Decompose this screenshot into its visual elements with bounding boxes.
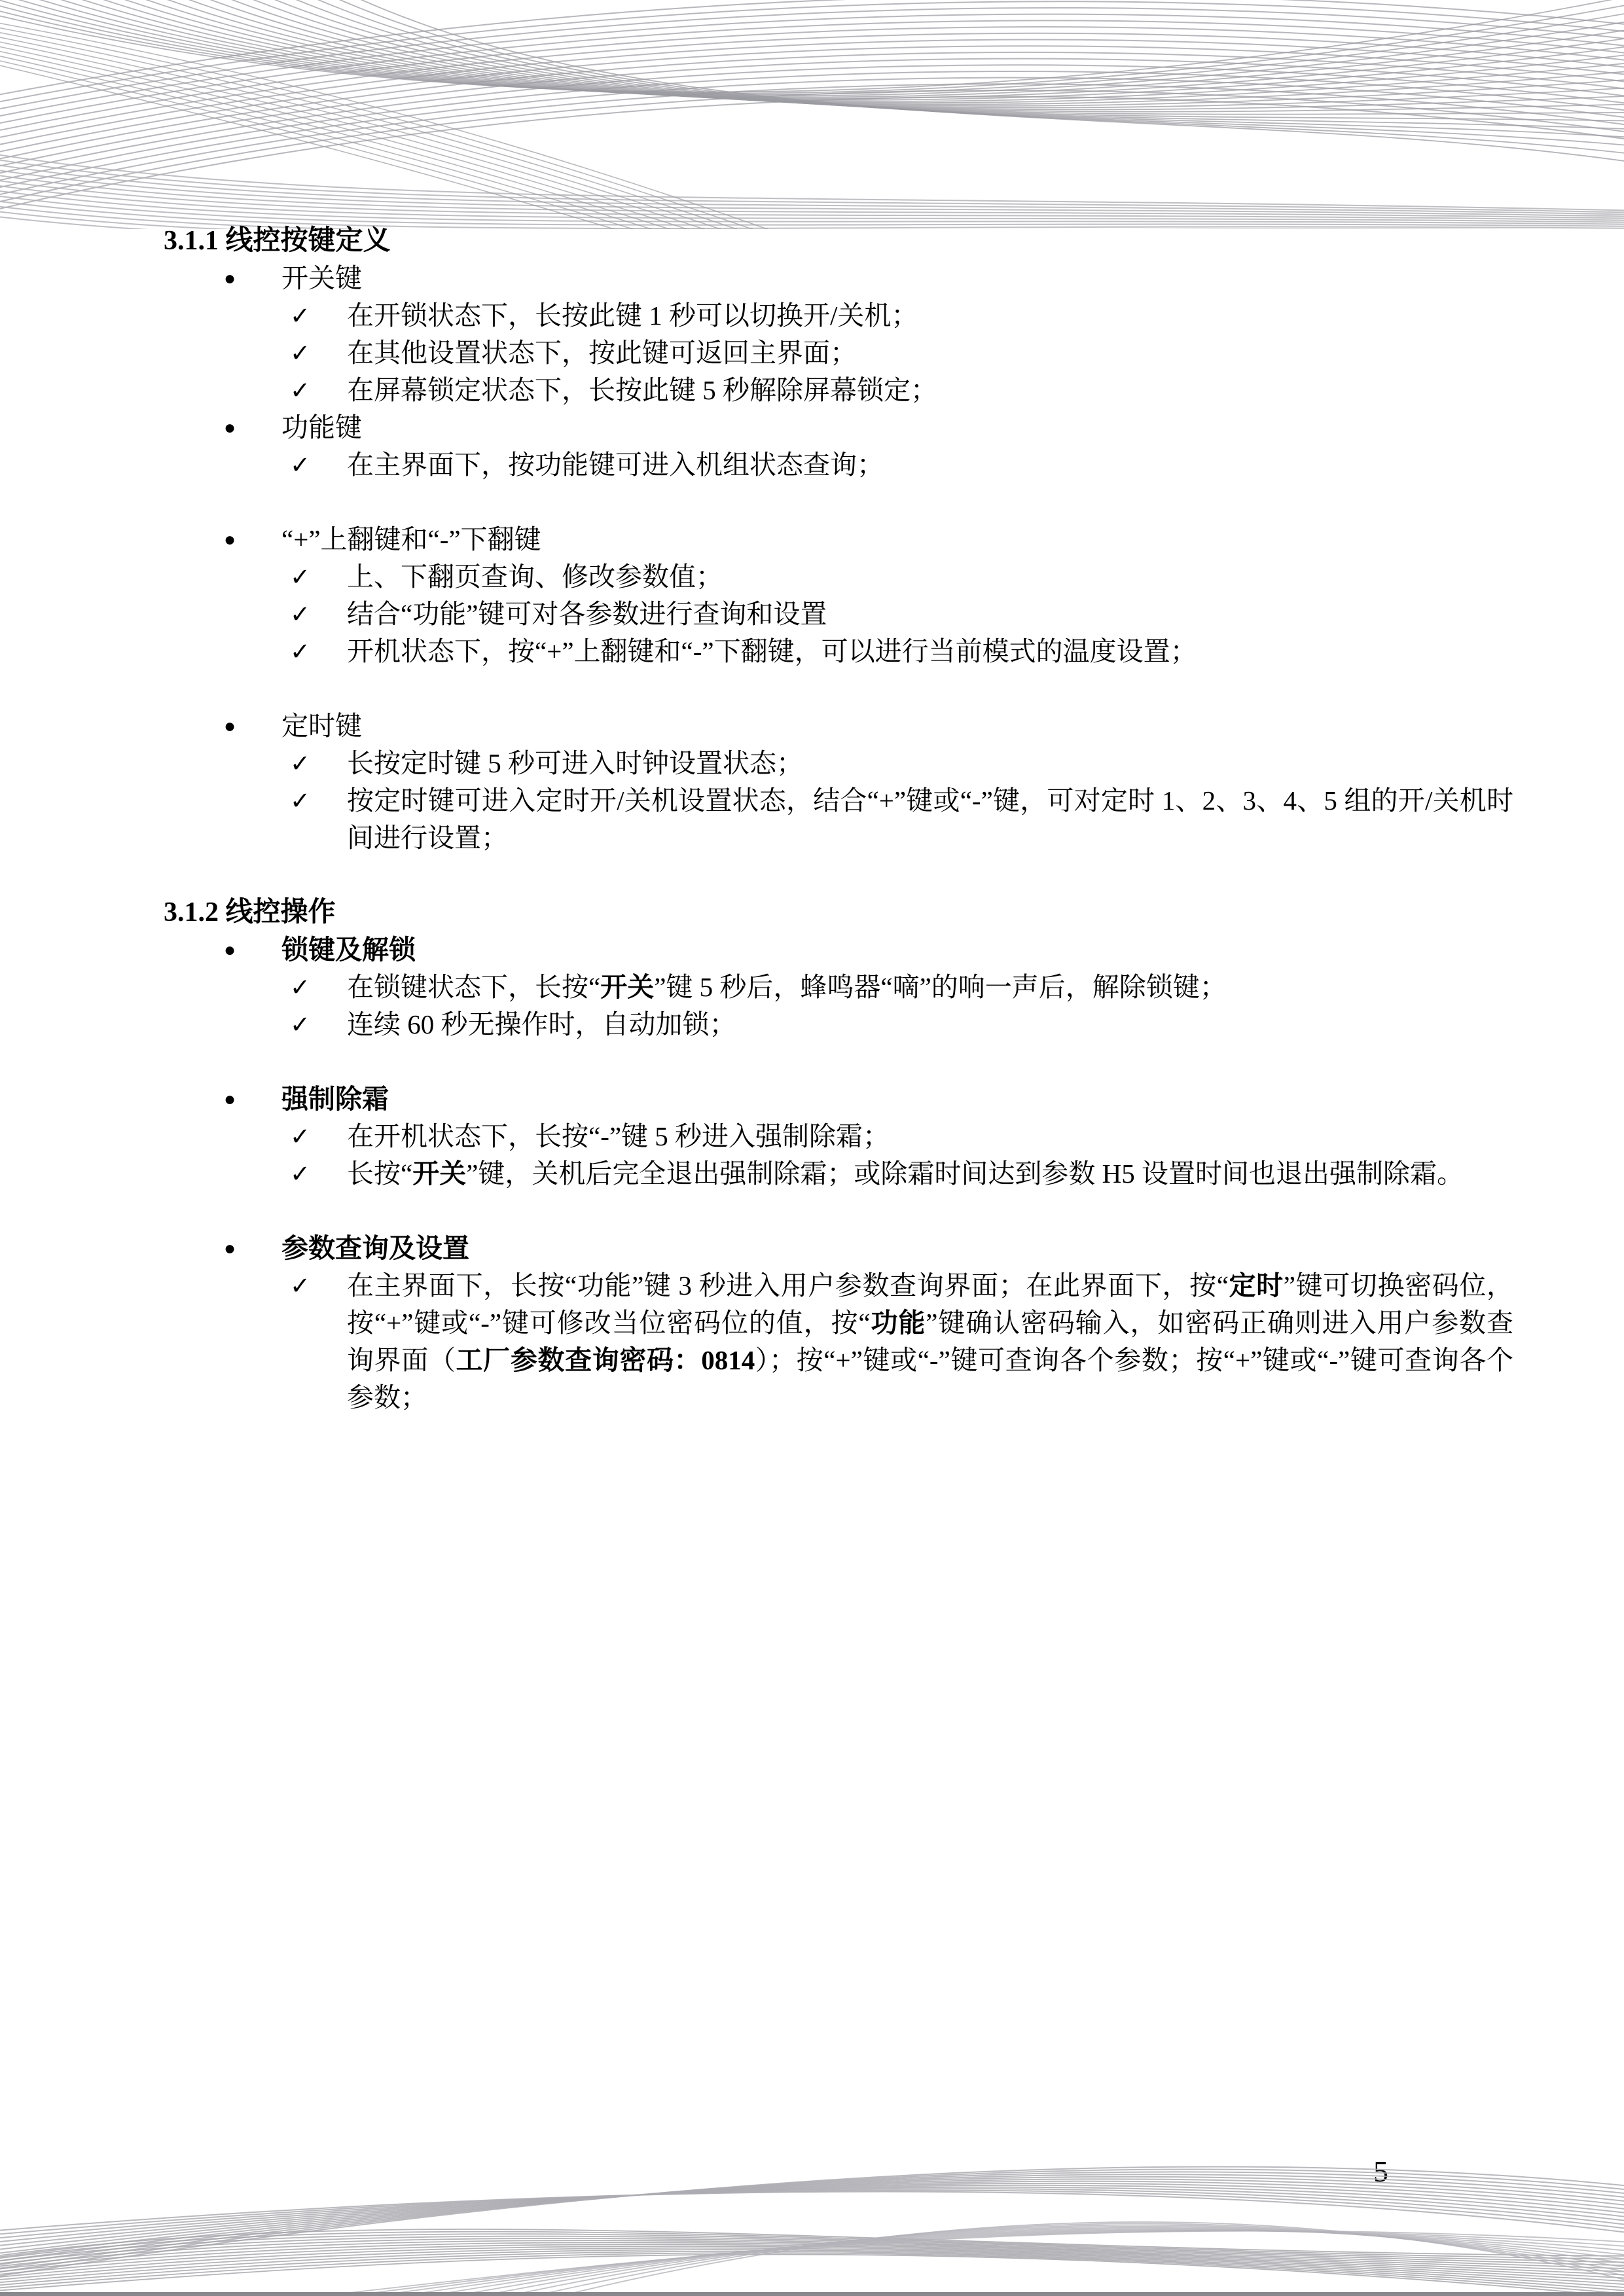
checkmark-icon: ✓ [290,973,311,1001]
list-subitem-text: 在锁键状态下，长按“开关”键 5 秒后，蜂鸣器“嘀”的响一声后，解除锁键； [347,972,1227,1002]
list-subitem-text: 按定时键可进入定时开/关机设置状态，结合“+”键或“-”键，可对定时 1、2、3、4、5 组的开/关机时间进行设置； [347,785,1513,853]
checkmark-icon: ✓ [290,451,311,479]
list-item-label: 强制除霜 [281,1084,389,1114]
list-subitem [164,558,1513,596]
list-item-label: 参数查询及设置 [281,1233,469,1263]
blank-line [164,670,1513,708]
checkmark-icon: ✓ [290,1160,311,1188]
list-subitem-text: 结合“功能”键可对各参数进行查询和设置 [347,599,827,629]
blank-line [164,857,1513,894]
checkmark-icon: ✓ [290,637,311,666]
list-item-label: 锁键及解锁 [281,935,416,965]
list-item [164,931,1513,969]
bullet-icon: ● [224,715,236,737]
list-subitem-text: 在主界面下，按功能键可进入机组状态查询； [347,450,884,480]
list-subitem-text: 长按定时键 5 秒可进入时钟设置状态； [347,748,803,778]
checkmark-icon: ✓ [290,1011,311,1039]
list-subitem-text: 在开机状态下，长按“-”键 5 秒进入强制除霜； [347,1121,890,1151]
list-subitem-text: 上、下翻页查询、修改参数值； [347,562,723,592]
list-subitem-text: 长按“开关”键，关机后完全退出强制除霜；或除霜时间达到参数 H5 设置时间也退出强制除霜。 [347,1158,1464,1189]
list-subitem [164,446,1513,484]
list-subitem-text: 开机状态下，按“+”上翻键和“-”下翻键，可以进行当前模式的温度设置； [347,636,1197,666]
page-content [164,223,1513,1416]
blank-line [164,1043,1513,1081]
list-subitem [164,1155,1513,1193]
checkmark-icon: ✓ [290,563,311,591]
list-subitem [164,633,1513,670]
checkmark-icon: ✓ [290,376,311,404]
bottom-wave-decoration [0,2151,1624,2292]
bullet-icon: ● [224,1238,236,1259]
page-number: 5 [1373,2155,1388,2188]
list-subitem-text: 在屏幕锁定状态下，长按此键 5 秒解除屏幕锁定； [347,375,937,405]
list-item [164,260,1513,297]
list-item-label: “+”上翻键和“-”下翻键 [281,524,541,554]
list-subitem [164,745,1513,782]
checkmark-icon: ✓ [290,749,311,778]
checkmark-icon: ✓ [290,787,311,815]
bullet-icon: ● [224,1088,236,1110]
list-item [164,708,1513,745]
list-subitem-text: 在其他设置状态下，按此键可返回主界面； [347,338,857,368]
list-item-label: 开关键 [281,263,362,293]
list-subitem [164,334,1513,372]
bullet-icon: ● [224,417,236,439]
list-item [164,521,1513,558]
blank-line [164,484,1513,521]
checkmark-icon: ✓ [290,1272,311,1300]
bullet-icon: ● [224,939,236,961]
list-subitem [164,1267,1513,1416]
page-bottom-edge [0,2292,1624,2296]
list-subitem [164,1006,1513,1043]
checkmark-icon: ✓ [290,600,311,628]
list-item [164,409,1513,446]
list-item-label: 定时键 [281,711,362,741]
list-subitem-text: 在开锁状态下，长按此键 1 秒可以切换开/关机； [347,300,918,331]
list-subitem [164,596,1513,633]
checkmark-icon: ✓ [290,1122,311,1151]
list-subitem-text: 在主界面下，长按“功能”键 3 秒进入用户参数查询界面；在此界面下，按“定时”键可切换密码位，按“+”键或“-”键可修改当位密码位的值，按“功能”键确认密码输入，如密码正确则进入用户参数查询界面（工厂参数查询密码：0814）；按“+”键或“-”键可查询各个参数；按“+”键或“-”键可查询各个参数； [347,1270,1514,1412]
list-item [164,1081,1513,1118]
bullet-icon: ● [224,268,236,289]
top-wave-decoration [0,0,1624,229]
list-subitem [164,782,1513,857]
checkmark-icon: ✓ [290,339,311,367]
list-subitem [164,969,1513,1006]
list-item-label: 功能键 [281,412,362,442]
checkmark-icon: ✓ [290,302,311,330]
bullet-icon: ● [224,529,236,550]
section-heading-311: 3.1.1 线控按键定义 [164,226,391,256]
list-subitem [164,372,1513,409]
list-subitem [164,297,1513,334]
section-heading-312: 3.1.2 线控操作 [164,897,336,927]
blank-line [164,1193,1513,1230]
list-subitem-text: 连续 60 秒无操作时，自动加锁； [347,1009,736,1039]
list-item [164,1230,1513,1267]
list-subitem [164,1118,1513,1155]
